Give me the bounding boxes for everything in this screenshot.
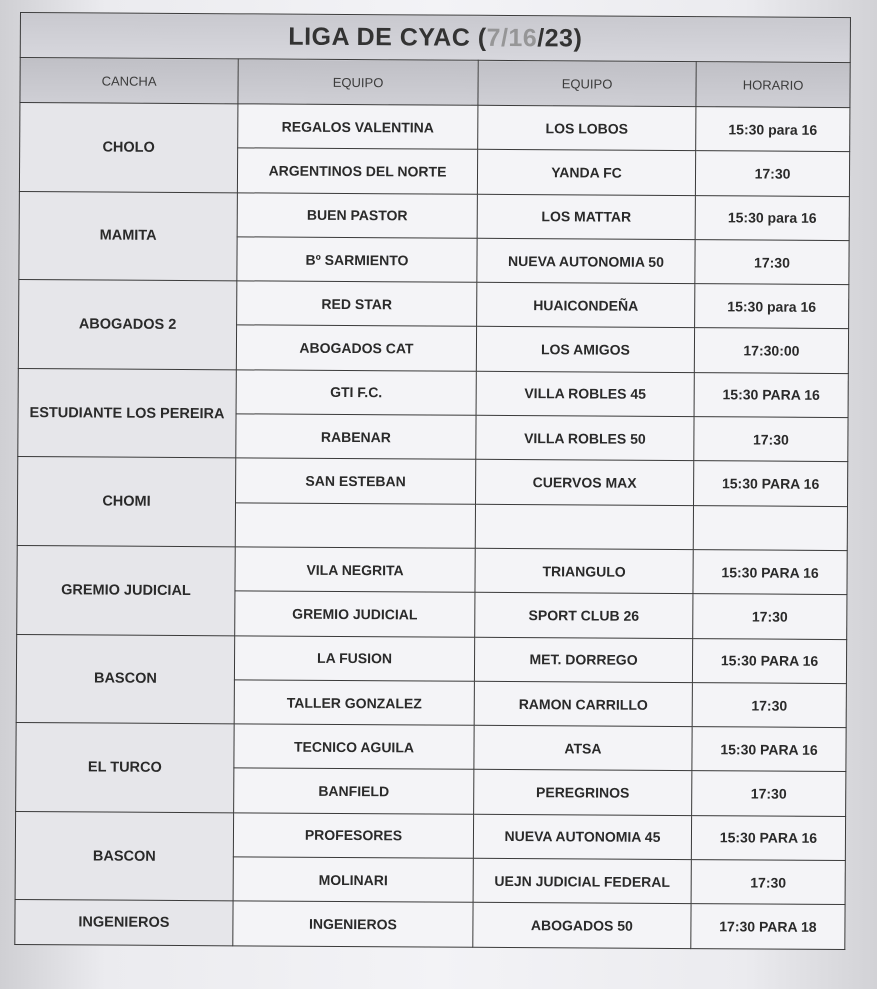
horario-cell: 17:30 (694, 417, 848, 462)
team-visitante-cell: ATSA (474, 725, 692, 771)
horario-cell: 15:30 PARA 16 (693, 550, 847, 595)
team-visitante-cell: PEREGRINOS (474, 770, 692, 816)
team-local-cell (235, 502, 475, 548)
table-row (20, 103, 850, 152)
page-title (20, 13, 850, 63)
horario-cell: 15:30 PARA 16 (693, 461, 847, 506)
fixture-table (14, 12, 851, 950)
title-prefix: LIGA DE CYAC ( (288, 22, 487, 52)
title-suffix: /23) (537, 23, 583, 52)
team-local-cell: GREMIO JUDICIAL (235, 591, 475, 637)
header-cancha: CANCHA (20, 58, 238, 104)
horario-cell: 15:30 para 16 (695, 195, 849, 240)
team-local-cell: ARGENTINOS DEL NORTE (237, 148, 477, 194)
horario-cell: 17:30 (693, 594, 847, 639)
team-local-cell: Bº SARMIENTO (237, 237, 477, 283)
team-local-cell: BANFIELD (234, 768, 474, 814)
team-visitante-cell: NUEVA AUTONOMIA 45 (473, 814, 691, 860)
team-visitante-cell: SPORT CLUB 26 (475, 593, 693, 639)
team-local-cell: TECNICO AGUILA (234, 724, 474, 770)
horario-cell: 15:30 PARA 16 (692, 727, 846, 772)
horario-cell: 15:30 PARA 16 (691, 815, 845, 860)
horario-cell: 17:30 (695, 151, 849, 196)
cancha-cell: ABOGADOS 2 (18, 280, 237, 370)
table-row (17, 545, 847, 594)
table-row (18, 457, 848, 506)
team-local-cell: INGENIEROS (233, 901, 473, 947)
table-row (15, 900, 845, 949)
cancha-cell: CHOMI (17, 457, 236, 547)
team-local-cell: BUEN PASTOR (237, 192, 477, 238)
horario-cell: 17:30 (691, 860, 845, 905)
cancha-cell: CHOLO (19, 103, 238, 193)
team-visitante-cell: UEJN JUDICIAL FEDERAL (473, 858, 691, 904)
team-visitante-cell: LOS LOBOS (478, 105, 696, 151)
team-local-cell: MOLINARI (233, 857, 473, 903)
header-row (20, 58, 850, 108)
table-row (19, 280, 849, 329)
cancha-cell: EL TURCO (16, 723, 235, 813)
title-date-smudged: 7/16 (486, 23, 538, 52)
cancha-cell: BASCON (15, 811, 234, 901)
horario-cell: 15:30 PARA 16 (694, 372, 848, 417)
title-row (20, 13, 850, 63)
header-equipo-visitante: EQUIPO (478, 60, 696, 106)
table-row (18, 368, 848, 417)
horario-cell: 17:30:00 (694, 328, 848, 373)
team-visitante-cell: LOS MATTAR (477, 194, 695, 240)
team-local-cell: ABOGADOS CAT (236, 325, 476, 371)
cancha-cell: GREMIO JUDICIAL (17, 545, 236, 635)
team-local-cell: RABENAR (236, 414, 476, 460)
header-equipo-local: EQUIPO (238, 59, 478, 105)
team-visitante-cell (475, 504, 693, 550)
team-local-cell: RED STAR (237, 281, 477, 327)
cancha-cell: MAMITA (19, 191, 238, 281)
team-local-cell: GTI F.C. (236, 370, 476, 416)
team-visitante-cell: YANDA FC (477, 150, 695, 196)
horario-cell: 15:30 PARA 16 (692, 638, 846, 683)
team-local-cell: LA FUSION (234, 635, 474, 681)
team-visitante-cell: TRIANGULO (475, 548, 693, 594)
table-row (15, 811, 845, 860)
team-visitante-cell: VILLA ROBLES 45 (476, 371, 694, 417)
horario-cell: 17:30 (692, 771, 846, 816)
header-horario: HORARIO (696, 62, 850, 108)
horario-cell: 15:30 para 16 (696, 107, 850, 152)
table-row (19, 191, 849, 240)
horario-cell: 17:30 PARA 18 (691, 904, 845, 949)
team-visitante-cell: VILLA ROBLES 50 (476, 415, 694, 461)
team-local-cell: TALLER GONZALEZ (234, 680, 474, 726)
team-visitante-cell: HUAICONDEÑA (477, 282, 695, 328)
team-visitante-cell: ABOGADOS 50 (473, 903, 691, 949)
team-visitante-cell: NUEVA AUTONOMIA 50 (477, 238, 695, 284)
team-local-cell: SAN ESTEBAN (236, 458, 476, 504)
team-local-cell: REGALOS VALENTINA (238, 104, 478, 150)
team-local-cell: PROFESORES (233, 813, 473, 859)
horario-cell: 17:30 (692, 682, 846, 727)
horario-cell (693, 505, 847, 550)
team-visitante-cell: LOS AMIGOS (476, 327, 694, 373)
team-local-cell: VILA NEGRITA (235, 547, 475, 593)
cancha-cell: INGENIEROS (15, 900, 233, 946)
horario-cell: 15:30 para 16 (695, 284, 849, 329)
table-row (16, 723, 846, 772)
cancha-cell: BASCON (16, 634, 235, 724)
table-row (16, 634, 846, 683)
team-visitante-cell: MET. DORREGO (474, 637, 692, 683)
team-visitante-cell: CUERVOS MAX (476, 460, 694, 506)
cancha-cell: ESTUDIANTE LOS PEREIRA (18, 368, 237, 458)
team-visitante-cell: RAMON CARRILLO (474, 681, 692, 727)
horario-cell: 17:30 (695, 240, 849, 285)
